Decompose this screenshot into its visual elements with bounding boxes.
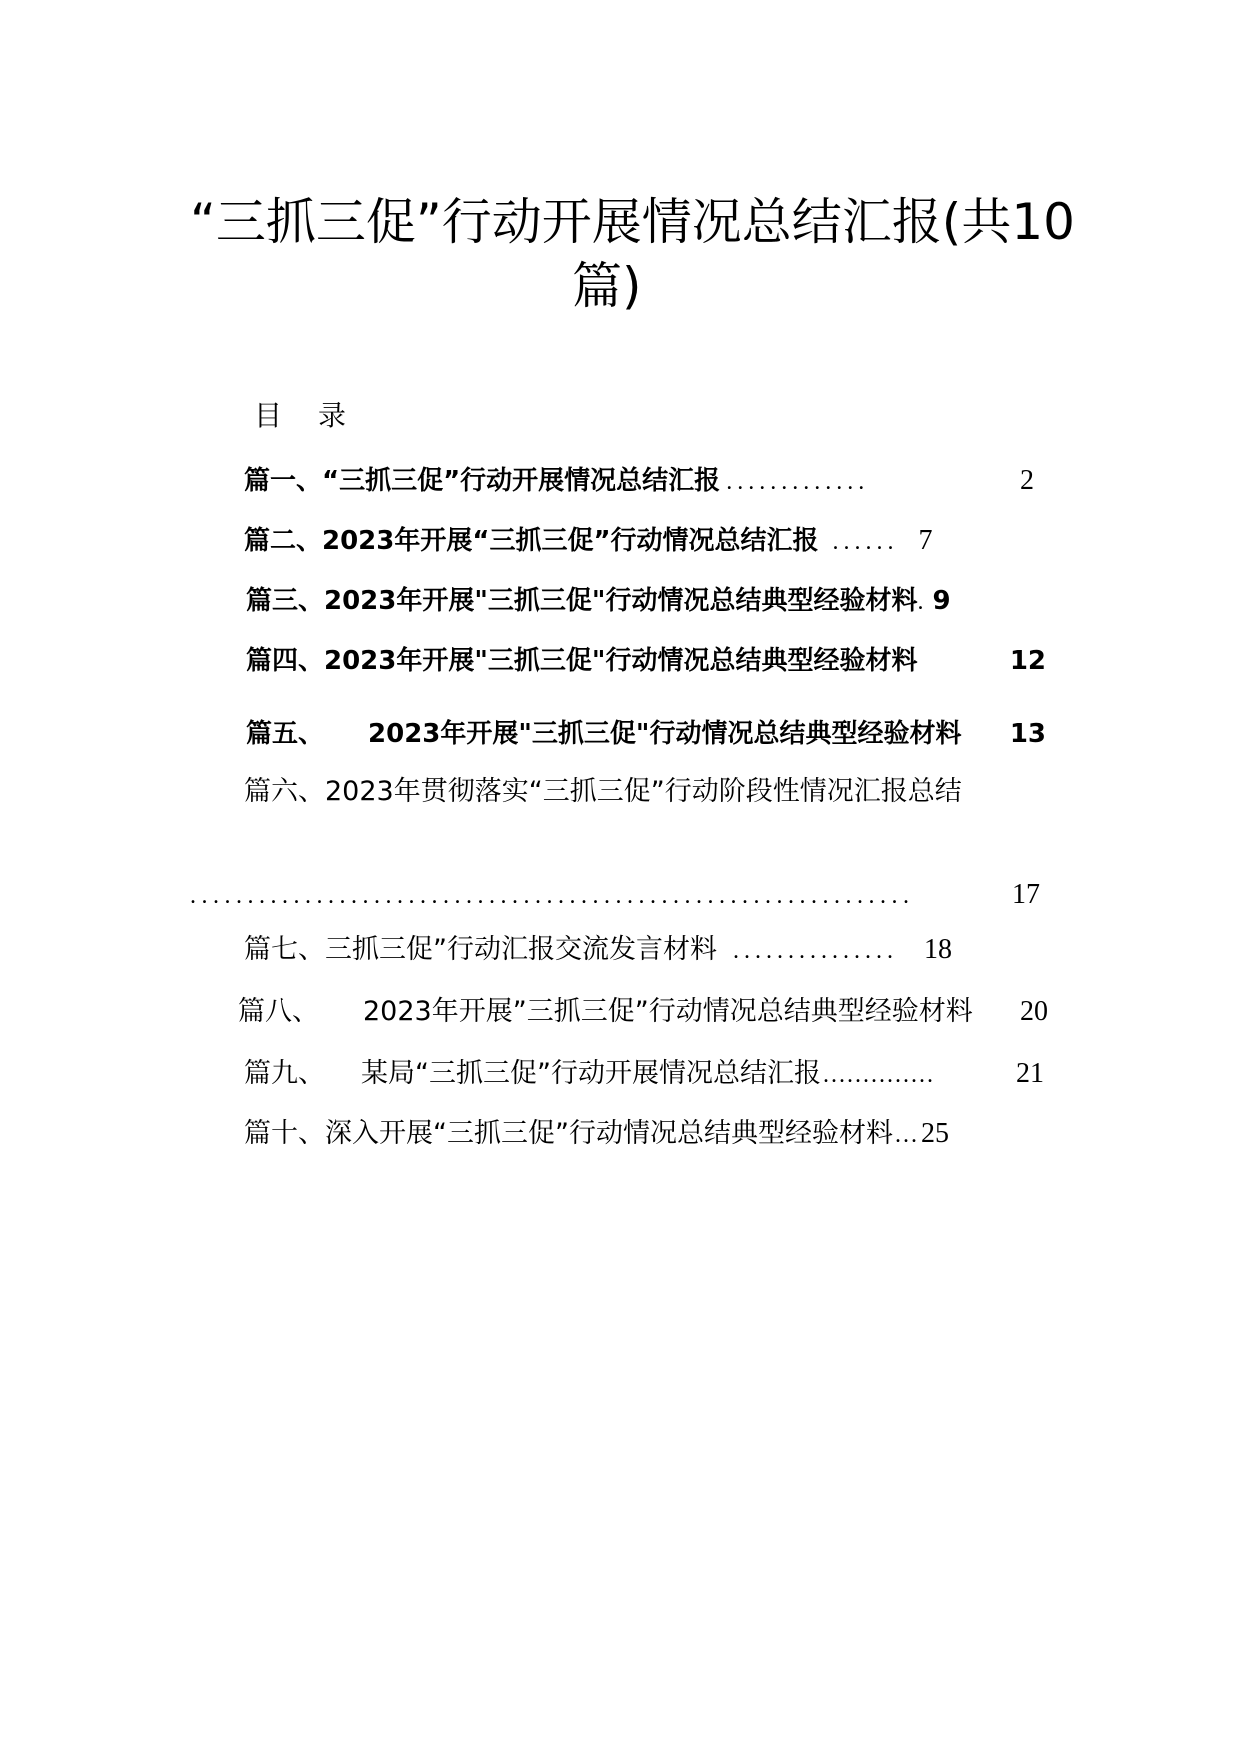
- toc-entry-7[interactable]: [244, 932, 1044, 969]
- toc-entry-title: 篇一、“三抓三促”行动开展情况总结汇报: [244, 466, 721, 496]
- toc-entry-title-cont: 2023年开展”三抓三促”行动情况总结典型经验材料: [363, 996, 973, 1027]
- toc-entry-title: 篇四、2023年开展"三抓三促"行动情况总结典型经验材料: [246, 646, 918, 676]
- toc-entry-title: 篇六、2023年贯彻落实“三抓三促”行动阶段性情况汇报总结: [244, 776, 962, 807]
- toc-page-number: 9: [932, 586, 951, 616]
- toc-entry-title: 篇九、: [244, 1058, 325, 1089]
- toc-entry-title: 篇三、2023年开展"三抓三促"行动情况总结典型经验材料: [246, 586, 918, 616]
- toc-entry-5[interactable]: [246, 716, 1046, 752]
- toc-page-number: 18: [924, 934, 952, 965]
- toc-page-number: 25: [920, 1118, 949, 1149]
- toc-entry-3[interactable]: [246, 583, 1046, 620]
- toc-page-number: 2: [1020, 465, 1034, 496]
- toc-entry-2[interactable]: [244, 523, 1034, 560]
- toc-leader-dots: .: [917, 589, 929, 615]
- document-title-line-1: “三抓三促”行动开展情况总结汇报(共10: [190, 193, 1075, 251]
- toc-entry-title: 篇八、: [238, 996, 319, 1027]
- toc-entry-6[interactable]: [244, 774, 1044, 810]
- toc-entry-4[interactable]: [246, 643, 1046, 679]
- toc-entry-title-cont: 2023年开展"三抓三促"行动情况总结典型经验材料: [368, 719, 962, 749]
- toc-entry-title: 篇十、深入开展“三抓三促”行动情况总结典型经验材料: [244, 1118, 893, 1149]
- toc-page-number: 7: [918, 525, 933, 556]
- toc-entry-title: 篇七、三抓三促”行动汇报交流发言材料: [244, 934, 717, 965]
- document-title-line-2: 篇): [572, 257, 642, 315]
- toc-heading: [254, 398, 346, 434]
- toc-leader-dots: ...: [894, 1122, 919, 1148]
- toc-page-number: 13: [1009, 719, 1046, 749]
- toc-heading-char-2: 录: [318, 399, 347, 432]
- toc-entry-10[interactable]: [244, 1116, 1044, 1153]
- toc-page-number: 20: [1020, 996, 1048, 1027]
- toc-heading-char-1: 目: [254, 399, 283, 432]
- toc-leader-dots: ......: [832, 529, 899, 555]
- toc-entry-9[interactable]: [244, 1056, 1044, 1093]
- toc-entry-title: 篇五、: [246, 719, 325, 749]
- toc-entry-8[interactable]: [238, 994, 1048, 1030]
- toc-leader-dots: ..............: [822, 1062, 935, 1088]
- toc-entry-title: 篇二、2023年开展“三抓三促”行动情况总结汇报: [244, 526, 819, 556]
- toc-leader-dots: .............: [726, 469, 870, 495]
- toc-entry-title-cont: 某局“三抓三促”行动开展情况总结汇报: [361, 1058, 821, 1089]
- toc-page-number: 21: [1016, 1058, 1044, 1089]
- toc-leader-dots: ...............................................................: [190, 883, 915, 909]
- toc-entry-1[interactable]: [244, 463, 1034, 500]
- toc-page-number: 17: [1012, 879, 1040, 910]
- toc-entry-6-continuation[interactable]: [190, 877, 1040, 914]
- toc-leader-dots: ...............: [733, 938, 898, 964]
- toc-page-number: 12: [1009, 646, 1046, 676]
